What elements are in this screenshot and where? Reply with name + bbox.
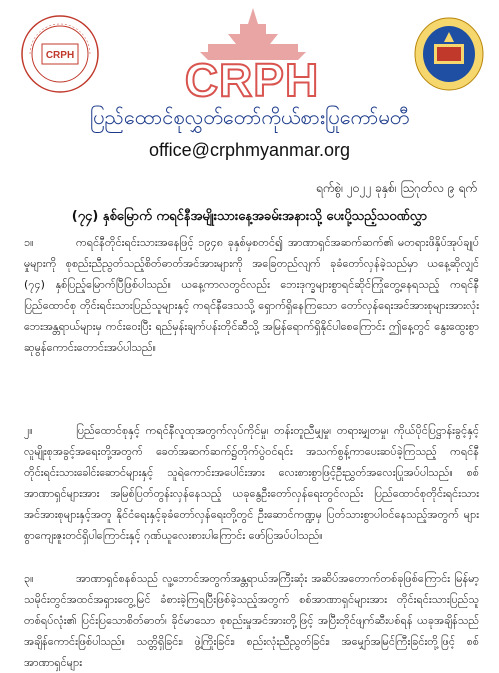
- crph-logo-text: CRPH: [184, 54, 320, 106]
- paragraph: [24, 568, 479, 673]
- contact-email[interactable]: office@crphmyanmar.org: [148, 140, 351, 160]
- hluttaw-emblem-icon: [414, 16, 484, 92]
- paragraph: [24, 420, 479, 546]
- letter-subject: (၇၄) နှစ်မြောက် ကရင်နီအမျိုးသားနေ့အခမ်းအနားသို့ ပေးပို့သည့်သဝဏ်လွှာ: [71, 209, 428, 224]
- crph-seal-icon: [20, 14, 100, 94]
- organization-title: ပြည်ထောင်စုလွှတ်တော်ကိုယ်စားပြုကော်မတီ: [89, 105, 410, 129]
- svg-text:CRPH: CRPH: [45, 50, 75, 61]
- paragraph-number: ၁။: [24, 236, 34, 249]
- letter-date: ရက်စွဲ၊ ၂၀၂၂ ခုနှစ်၊ ဩဂုတ်လ ၉ ရက်: [315, 181, 477, 195]
- paragraph-number: ၃။: [24, 572, 34, 585]
- paragraph-number: ၂။: [24, 424, 33, 437]
- paragraph-text: အာဏာရှင်စနစ်သည် လူ့ဘောင်အတွက်အန္တရာယ်အကြီးဆုံး အဆိပ်အတောက်တစ်ခုဖြစ်ကြောင်း မြန်မာ့သမိုင်းတွင်အထင်အရှားတွေ့မြင် ခံစားခဲ့ကြရပြီးဖြစ်ခဲ့သည့်အတွက် စစ်အာဏာရှင်များအား တိုင်းရင်းသားပြည်သူတစ်ရပ်လုံး၏ ပြင်းပြသောစိတ်ဓာတ်၊ ခိုင်မာသော စုစည်းမှုအင်အားတို့ဖြင့် အပြီးတိုင်ဖျက်ဆီးပစ်ရန် ယခုအချိန်သည်အချိန်ကောင်းဖြစ်ပါသည်။ သတ္တိရှိခြင်း၊ ဖွဲ့ကြိုးခြင်း၊ စည်းလုံးညီညွတ်ခြင်း၊ အမျှော်အမြင်ကြီးခြင်းတို့ဖြင့် စစ်အာဏာရှင်များ: [24, 572, 479, 669]
- paragraph-text: ပြည်ထောင်စုနှင့် ကရင်နီလူထုအတွက်လုပ်ကိုင်မှု၊ တန်းတူညီမျှမှု၊ တရားမျှတမှု၊ ကိုယ်ပိုင်ပြဋ္ဌာန်းခွင့်နှင့် လူမျိုးစုအခွင့်အရေးတို့အတွက် ခေတ်အဆက်ဆက်၌တိုက်ပွဲဝင်ရင်း အသက်စွန့်ကာပေးဆပ်ခဲ့ကြသည့် ကရင်နီတိုင်းရင်းသားခေါင်းဆောင်များနှင့် သူရဲကောင်းအပေါင်းအား လေးစားစွာဖြင့်ဦးညွှတ်အလေးပြုအပ်ပါသည်။ စစ်အာဏာရှင်များအား အမြစ်ပြတ်တွန်းလှန်နေသည့် ယခုနွေဦးတော်လှန်ရေးတွင်လည်း ပြည်ထောင်စုတိုင်းရင်းသား အင်အားစုများနှင့်အတူ နိုင်ငံရေးနှင့်ခုခံတော်လှန်ရေးတို့တွင် ဦးဆောင်ကဏ္ဍမှ ပြတ်သားစွာပါဝင်နေသည့်အတွက် များစွာကျေးဇူးတင်ရှိပါကြောင်းနှင့် ဂုဏ်ယူလေးစားပါကြောင်း ဖော်ပြအပ်ပါသည်။: [24, 424, 479, 542]
- paragraph: [24, 232, 479, 358]
- letterhead: [0, 0, 499, 170]
- paragraph-text: ကရင်နီတိုင်းရင်းသားအနေဖြင့် ၁၉၄၈ ခုနှစ်မှစတင်၍ အာဏာရှင်အဆက်ဆက်၏ မတရားဖိနှိပ်အုပ်ချုပ်မှုများကို စုစည်းညီညွတ်သည့်စိတ်ဓာတ်အင်အားများကို အခြေတည်လျက် ခုခံတော်လှန်ခဲ့သည်မှာ ယနေ့ဆိုလျှင် (၇၄) နှစ်ပြည့်မြောက်ပြီဖြစ်ပါသည်။ ယနေ့ကာလတွင်လည်း ဘေးဒုက္ခများစွာရင်ဆိုင်ကြုံတွေ့နေရသည့် ကရင်နီပြည်ထောင်စု တိုင်းရင်းသားပြည်သူများနှင့် ကရင်နီဒေသသို့ ရှောက်ရှိနေကြသော တော်လှန်ရေးအင်အားစုများအားလုံး ဘေးအန္တရာယ်များမှ ကင်းဝေးပြီး ရည်မှန်းချက်ပန်းတိုင်ဆီသို့ အမြန်ရောက်ရှိနိုင်ပါစေကြောင်း ဤနေ့တွင် နွေးထွေးစွာ ဆုမွန်ကောင်းတောင်းအပ်ပါသည်။: [24, 236, 479, 354]
